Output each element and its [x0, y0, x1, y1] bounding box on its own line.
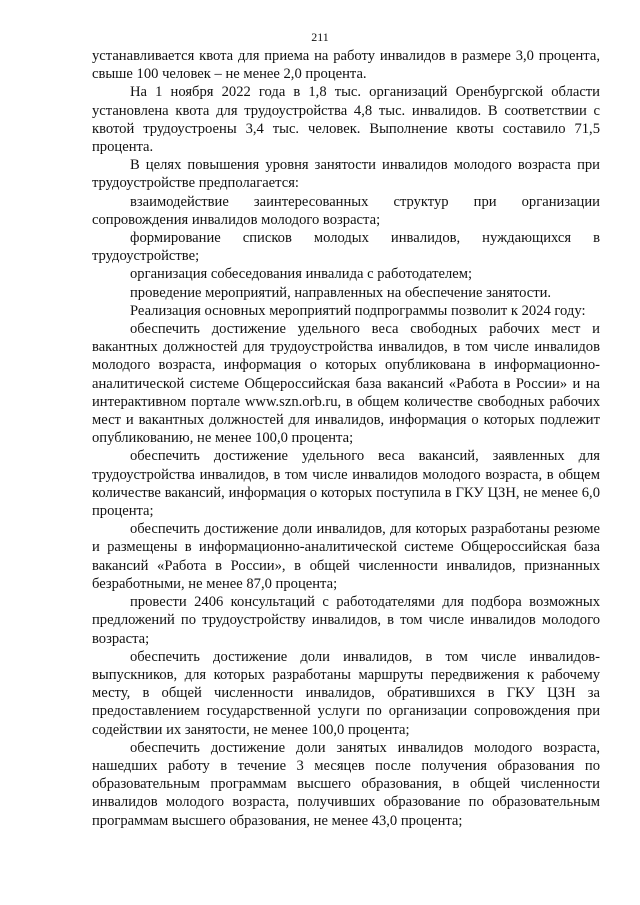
- list-item-events: проведение мероприятий, направленных на обеспечение занятости.: [130, 284, 552, 301]
- paragraph-goals-intro: В целях повышения уровня занятости инвалидов молодого возраста при трудоустройстве предполагается:: [92, 157, 600, 192]
- list-item-routes: обеспечить достижение доли инвалидов, в том числе инвалидов-выпускников, для которых разработаны маршруты передвижения к рабочему месту, в общей численности инвалидов, обратившихся в ГКУ ЦЗН за предоставлением государственной услуги по организации сопровождения при содействии их занятости, не менее 100,0 процента;: [92, 648, 600, 738]
- list-item-interaction: взаимодействие заинтересованных структур при организации сопровождения инвалидов молодого возраста;: [92, 193, 600, 228]
- paragraph-quota-stats: На 1 ноября 2022 года в 1,8 тыс. организаций Оренбургской области установлена квота для трудоустройства 4,8 тыс. инвалидов. В соответствии с квотой трудоустроены 3,4 тыс. человек. Выполнение квоты составило 71,5 процента.: [92, 84, 600, 156]
- paragraph-quota-continuation: устанавливается квота для приема на работу инвалидов в размере 3,0 процента, свыше 100 человек – не менее 2,0 процента.: [92, 48, 600, 83]
- paragraph-implementation: Реализация основных мероприятий подпрограммы позволит к 2024 году:: [130, 302, 586, 319]
- document-body: [92, 47, 600, 830]
- list-item-employed-graduates: обеспечить достижение доли занятых инвалидов молодого возраста, нашедших работу в течение 3 месяцев после получения образования по образовательным программам высшего образования, в общей численности инвалидов молодого возраста, получивших образование по образовательным программам высшего образования, не менее 43,0 процента;: [92, 739, 600, 829]
- list-item-lists-formation: формирование списков молодых инвалидов, нуждающихся в трудоустройстве;: [92, 230, 600, 265]
- list-item-interview: организация собеседования инвалида с работодателем;: [130, 266, 473, 283]
- list-item-vacancies-declared: обеспечить достижение удельного веса вакансий, заявленных для трудоустройства инвалидов, в том числе инвалидов молодого возраста, в общем количестве вакансий, информация о которых поступила в ГКУ ЦЗН, не менее 6,0 процента;: [92, 448, 600, 520]
- list-item-consultations: провести 2406 консультаций с работодателями для подбора возможных предложений по трудоустройству инвалидов, в том числе инвалидов молодого возраста;: [92, 594, 600, 647]
- list-item-vacancy-share: обеспечить достижение удельного веса свободных рабочих мест и вакантных должностей для трудоустройства инвалидов, в том числе инвалидов молодого возраста, информация о которых опубликована в информационно-аналитической системе Общероссийская база вакансий «Работа в России» и на интерактивном портале www.szn.orb.ru, в общем количестве свободных рабочих мест и вакантных должностей для инвалидов, информация о которых подлежит опубликованию, не менее 100,0 процента;: [92, 321, 600, 447]
- list-item-resume-share: обеспечить достижение доли инвалидов, для которых разработаны резюме и размещены в информационно-аналитической системе Общероссийская база вакансий «Работа в России», в общей численности инвалидов, признанных безработными, не менее 87,0 процента;: [92, 521, 600, 592]
- page-number: 211: [311, 30, 329, 44]
